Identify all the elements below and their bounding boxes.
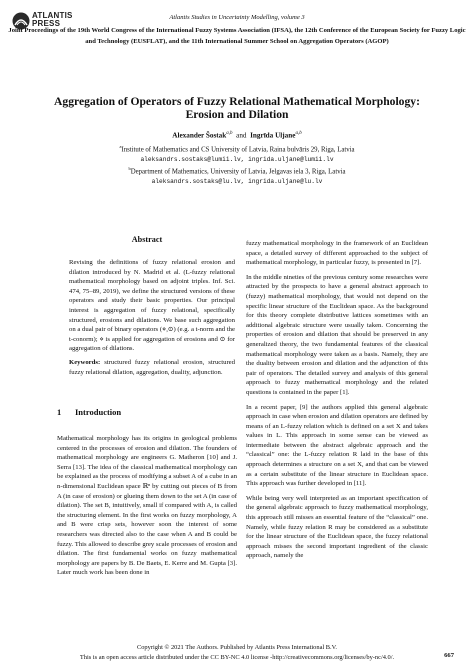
section-title: Introduction <box>75 407 122 417</box>
aff-b-text: Department of Mathematics, University of Latvia, Jelgavas iela 3, Riga, Latvia <box>130 168 346 176</box>
logo-line2: PRESS <box>32 19 61 28</box>
right-column <box>246 239 428 561</box>
proceedings-title: Joint Proceedings of the 19th World Congress of the International Fuzzy Systems Association (IFSA), the 12th Conference of the European Society for Fuzzy Logic and Technology (EUSFLAT), and the 11th International Summer School on Aggregation Operators (AGOP) <box>8 27 466 45</box>
author-2: Ingrīda Uljane <box>250 131 296 140</box>
abstract-text: Revising the definitions of fuzzy relational erosion and dilation introduced by N. Madrid et al. (L-fuzzy relational mathematical morphology based on adjoint triples. Inf. Sci. 474, 75–89, 2019), we define the structured versions of these operators and study their basic properties. Our principal interest is aggregation of fuzzy relational, specifically structured, erosions and dilations. We base such aggregation on a dual pair of binary operators (⋄,⊙) (e.g. a t-norm and the t-conorm); ⋄ is applied for aggregation of erosions and ⊙ for aggregation of dilations. <box>69 259 235 353</box>
abstract-body <box>57 258 237 377</box>
section-heading-introduction <box>57 407 121 417</box>
series-title: Atlantis Studies in Uncertainty Modelling, volume 3 <box>169 14 305 21</box>
paragraph: In a recent paper, [9] the authors applied this general algebraic approach in case when erosion and dilation operators are defined by means of an L-fuzzy relation which is defined on a set X and takes values in L. This approach in some sense can be viewed as intermediate between the abstract algebraic approach and the “classical” one: the L-fuzzy relation R laid in the base of this approach determines a structure on a set X, and that can be viewed as a certain substitute of the linear structure in Euclidean space. This approach was further developed in [11]. <box>246 403 428 488</box>
aff-b-sup: b <box>128 166 131 171</box>
author-1: Alexander Šostak <box>172 131 227 140</box>
introduction-text: Mathematical morphology has its origins in geological problems centered in the processes of erosion and dilation. The founders of mathematical morphology are engineers G. Matheron [10] and J. Serra [13]. The idea of the classical mathematical morphology can be explained as the process of modifying a subset A of a cube in an n-dimensional Euclidean space ℝⁿ by cutting out pieces of B from A (in case of erosion) or glueing them down to the set A (in case of dilation). The set B, intuitively, small if compared with A, is called the structuring element. In the first works on fuzzy morphology, A and B were crisp sets, however soon the interest of some researchers was directed also to the case when A and B could be fuzzy. This allowed to describe grey scale processes of erosion and dilation. The first fundamental works on fuzzy mathematical morphology are papers by B. De Baets, E. Kerre and M. Gupta [3]. Later much work has been done in <box>57 435 237 577</box>
author-and: and <box>236 131 247 140</box>
aff-a-sup: a <box>119 144 122 149</box>
paragraph: fuzzy mathematical morphology in the framework of an Euclidean space, a detailed survey of different approached to the subject of mathematical morphology, in particular fuzzy, is presented in [7]. <box>246 240 428 267</box>
paper-title: Aggregation of Operators of Fuzzy Relational Mathematical Morphology: Erosion and Dilation <box>54 95 420 121</box>
affiliation-b <box>0 164 474 186</box>
copyright-line: Copyright © 2021 The Authors. Published by Atlantis Press International B.V. <box>136 644 338 651</box>
logo-line1: ATLANTIS <box>32 11 73 20</box>
paragraph: While being very well interpreted as an important specification of the general algebraic approach to fuzzy mathematical morphology, this approach still misses an essential feature of the “classical” one. Namely, while fuzzy relation R may be considered as a substitute for the linear structure of the Euclidean space, the fuzzy relational approach misses the second important ingredient of the classic approach, namely the <box>246 494 428 560</box>
keywords <box>69 358 235 377</box>
abstract-heading: Abstract <box>131 235 163 244</box>
paragraph: In the middle nineties of the previous century some researches were attracted by the prospects to have a general abstract approach to (fuzzy) mathematical morphology, that would not depend on the specific linear structure of the Euclidean space. As the background for this theory complete distributive lattices sometimes with an additional algebraic structure were usually taken. Concerning the properties of erosion and dilation that should be preserved in any generalized theory, the two fundamental features of the classical mathematical morphology were taken as a basis. Namely, they are the duality between erosion and dilation and the adjunction of this pair of operators. The detailed survey and analysis of this general approach to fuzzy mathematical morphology and the related questions is contained in the paper [1]. <box>246 273 428 396</box>
aff-a-text: Institute of Mathematics and CS University of Latvia, Raina bulvāris 29, Riga, Latvia <box>121 146 355 154</box>
keywords-label: Keywords: <box>69 358 101 366</box>
author-line <box>0 131 474 139</box>
keywords-text: structured fuzzy relational erosion, structured fuzzy relational dilation, aggregation, duality, adjunction. <box>69 358 235 376</box>
author-1-sup: a,b <box>226 131 233 136</box>
section-number: 1 <box>57 407 62 417</box>
copyright-footer <box>0 643 474 662</box>
aff-b-email: aleksandrs.sostaks@lu.lv, ingrida.uljane@lu.lv <box>151 177 323 185</box>
author-2-sup: a,b <box>295 131 302 136</box>
aff-a-email: aleksandrs.sostaks@lumii.lv, ingrida.uljane@lumii.lv <box>140 155 334 163</box>
license-line: This is an open access article distributed under the CC BY-NC 4.0 license -http://creativecommons.org/licenses/by-nc/4.0/. <box>79 653 395 661</box>
affiliation-a <box>0 142 474 164</box>
page-number: 667 <box>444 652 454 659</box>
